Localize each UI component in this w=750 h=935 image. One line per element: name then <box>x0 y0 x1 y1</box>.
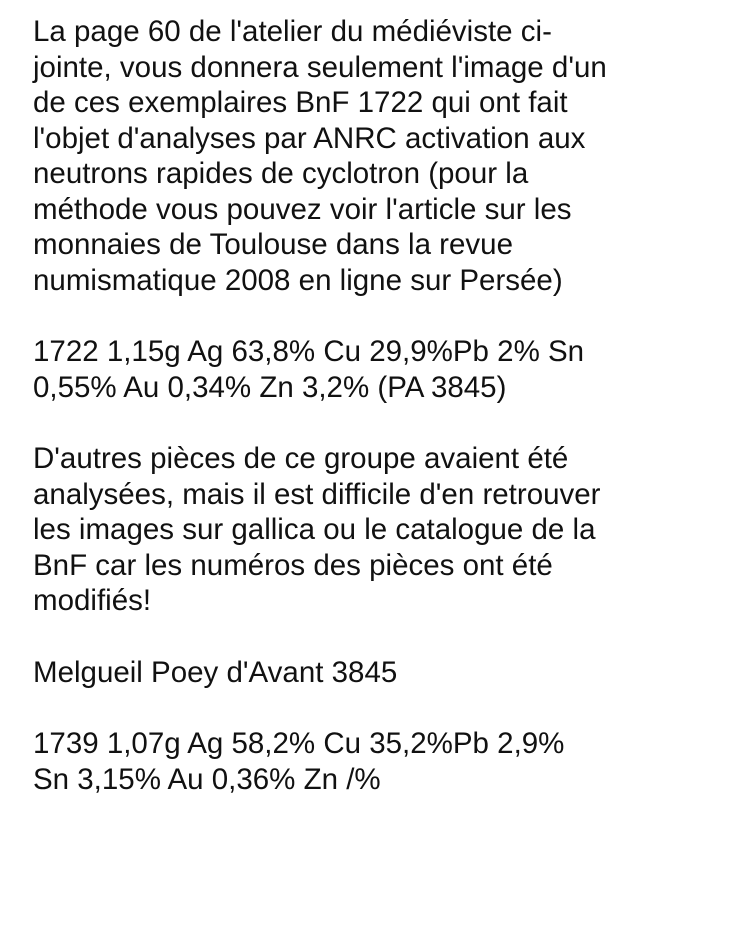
text-line: Sn 3,15% Au 0,36% Zn /% <box>33 762 381 796</box>
text-line: monnaies de Toulouse dans la revue <box>33 228 513 261</box>
text-line: de ces exemplaires BnF 1722 qui ont fait <box>33 86 568 119</box>
text-line: méthode vous pouvez voir l'article sur les <box>33 192 572 226</box>
text-line: modifiés! <box>33 584 152 617</box>
text-line: BnF car les numéros des pièces ont été <box>33 548 553 582</box>
paragraph-intro <box>33 14 733 298</box>
text-line: Melgueil Poey d'Avant 3845 <box>33 655 398 689</box>
paragraph-analysis-1722 <box>33 334 733 405</box>
document-body <box>33 14 733 797</box>
text-line: jointe, vous donnera seulement l'image d'un <box>33 50 607 84</box>
text-line: neutrons rapides de cyclotron (pour la <box>33 157 529 190</box>
text-line: les images sur gallica ou le catalogue de la <box>33 513 596 546</box>
paragraph-other-pieces <box>33 441 733 619</box>
text-line: D'autres pièces de ce groupe avaient été <box>33 442 569 475</box>
paragraph-analysis-1739 <box>33 726 733 797</box>
text-line: analysées, mais il est difficile d'en retrouver <box>33 477 601 511</box>
paragraph-reference <box>33 655 733 691</box>
text-line: La page 60 de l'atelier du médiéviste ci- <box>33 15 552 48</box>
text-line: 0,55% Au 0,34% Zn 3,2% (PA 3845) <box>33 370 507 404</box>
text-line: 1722 1,15g Ag 63,8% Cu 29,9%Pb 2% Sn <box>33 335 585 368</box>
text-line: numismatique 2008 en ligne sur Persée) <box>33 263 563 297</box>
text-line: 1739 1,07g Ag 58,2% Cu 35,2%Pb 2,9% <box>33 727 565 760</box>
text-line: l'objet d'analyses par ANRC activation aux <box>33 121 586 155</box>
